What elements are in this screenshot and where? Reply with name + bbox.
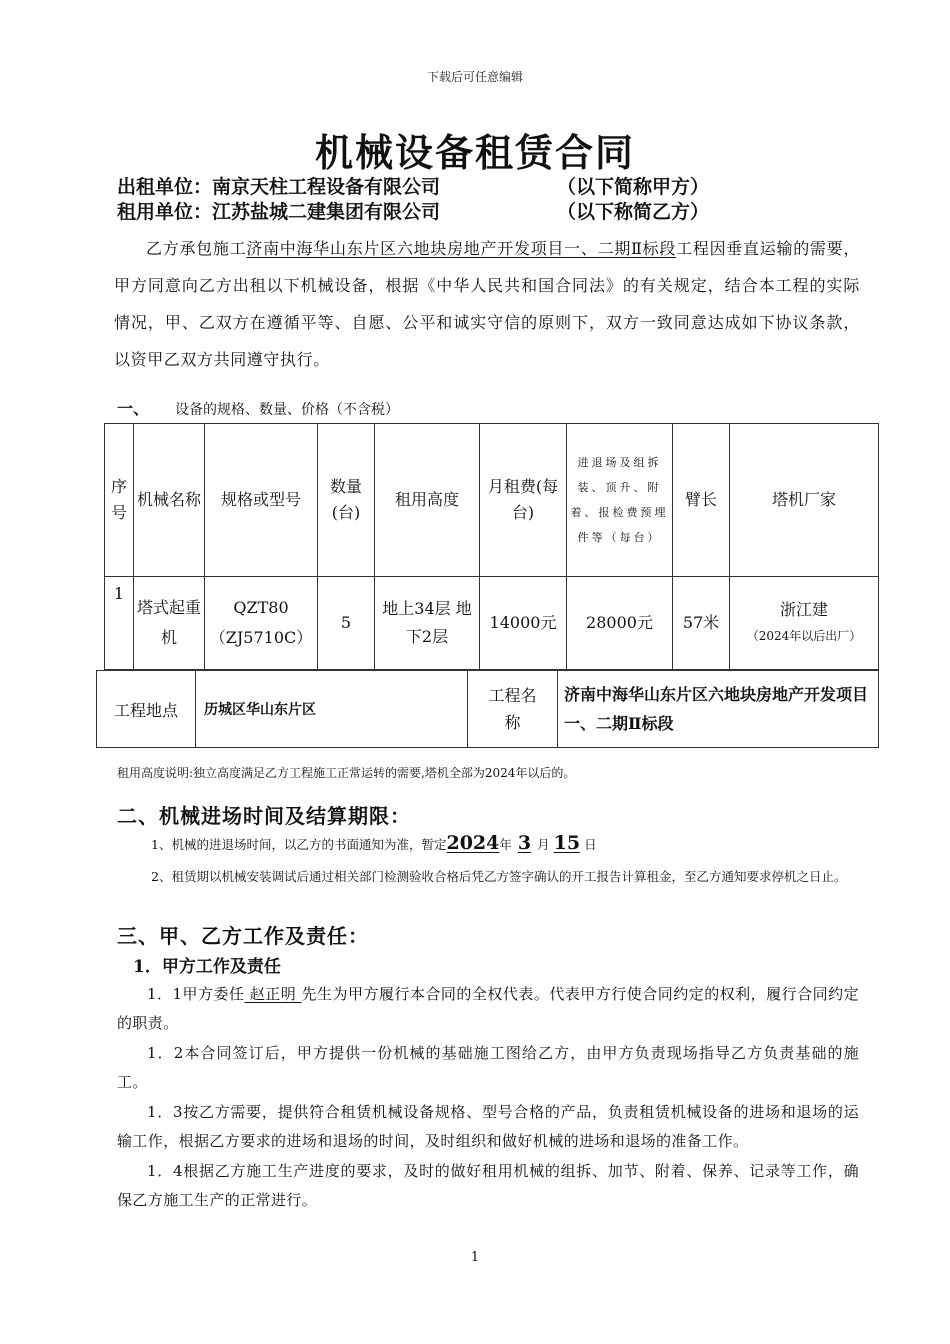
day-unit: 日 — [584, 837, 597, 852]
section2-item1 — [151, 832, 597, 854]
clause-1-2 — [117, 1039, 859, 1097]
header-monthly: 月租费(每台) — [480, 424, 567, 577]
clause-1-4-text: 1．4根据乙方施工生产进度的要求，及时的做好租用机械的组拆、加节、附着、保养、记录等工作，确保乙方施工生产的正常进行。 — [117, 1162, 859, 1209]
site-value: 历城区华山东片区 — [196, 671, 468, 748]
header-model: 规格或型号 — [205, 424, 318, 577]
section2-heading: 二、机械进场时间及结算期限： — [117, 804, 411, 828]
lessor-line — [117, 172, 710, 199]
header-no: 序号 — [105, 424, 134, 577]
document-title: 机械设备租赁合同 — [314, 130, 635, 175]
intro-paragraph — [114, 230, 860, 378]
cell-height: 地上34层 地下2层 — [375, 577, 480, 670]
intro-project: 济南中海华山东片区六地块房地产开发项目一、二期Ⅱ标段 — [246, 239, 677, 258]
item2-text: 2、租赁期以机械安装调试后通过相关部门检测验收合格后凭乙方签字确认的开工报告计算租金，至乙方通知要求停机之日止。 — [151, 869, 847, 884]
section1-title: 设备的规格、数量、价格（不含税） — [175, 402, 400, 418]
project-name-value: 济南中海华山东片区六地块房地产开发项目一、二期Ⅱ标段 — [558, 671, 879, 748]
lessee-name: 江苏盐城二建集团有限公司 — [212, 201, 441, 223]
cell-maker — [730, 577, 879, 670]
intro-before: 乙方承包施工 — [146, 239, 247, 258]
lessor-name: 南京天柱工程设备有限公司 — [212, 176, 441, 198]
project-name-label: 工程名称 — [468, 671, 558, 748]
start-month: 3 — [517, 832, 532, 854]
maker-note: （2024年以后出厂） — [746, 629, 862, 643]
lessor-label: 出租单位： — [117, 176, 213, 198]
intro-after: 工程因垂直运输的需要，甲方同意向乙方出租以下机械设备，根据《中华人民共和国合同法》的有关规定，结合本工程的实际情况，甲、乙双方在遵循平等、自愿、公平和诚实守信的原则下，双方一致同意达成如下协议条款，以资甲乙双方共同遵守执行。 — [114, 239, 860, 369]
site-table — [96, 670, 879, 748]
section2-item2 — [151, 862, 863, 891]
clause-1-2-text: 1．2本合同签订后，甲方提供一份机械的基础施工图给乙方，由甲方负责现场指导乙方负责基础的施工。 — [117, 1044, 859, 1091]
header-fee: 进退场及组拆装、顶升、附着、报检费预埋件等（每台） — [567, 424, 673, 577]
header-name: 机械名称 — [134, 424, 205, 577]
start-day: 15 — [553, 832, 581, 854]
section1-number: 一、 — [117, 399, 150, 418]
start-year: 2024 — [446, 832, 500, 854]
equipment-table — [104, 423, 879, 670]
item1-text: 1、机械的进退场时间，以乙方的书面通知为准，暂定 — [151, 837, 447, 852]
clause-1-1 — [117, 980, 859, 1038]
cell-qty: 5 — [318, 577, 375, 670]
header-height: 租用高度 — [375, 424, 480, 577]
page-number: 1 — [470, 1250, 480, 1265]
month-unit: 月 — [537, 837, 550, 852]
clause-1-1-after: 先生为甲方履行本合同的全权代表。代表甲方行使合同约定的权利，履行合同约定的职责。 — [117, 985, 859, 1032]
cell-model: QZT80（ZJ5710C） — [205, 577, 318, 670]
clause-1-4 — [117, 1157, 859, 1215]
representative-name: 赵正明 — [244, 985, 302, 1003]
cell-name: 塔式起重机 — [134, 577, 205, 670]
lessee-label: 租用单位： — [117, 201, 213, 223]
section3-heading: 三、甲、乙方工作及责任： — [117, 924, 369, 948]
cell-fee: 28000元 — [567, 577, 673, 670]
height-note: 租用高度说明:独立高度满足乙方工程施工正常运转的需要,塔机全部为2024年以后的。 — [117, 766, 576, 780]
clause-1-1-before: 1．1甲方委任 — [147, 985, 245, 1003]
lessor-note: （以下简称甲方） — [557, 176, 710, 198]
cell-arm: 57米 — [673, 577, 730, 670]
header-maker: 塔机厂家 — [730, 424, 879, 577]
maker-name: 浙江建 — [779, 600, 828, 619]
cell-no: 1 — [105, 577, 134, 670]
clause-1-3 — [117, 1098, 859, 1156]
section1-heading — [117, 396, 399, 419]
header-qty: 数量(台) — [318, 424, 375, 577]
header-note: 下载后可任意编辑 — [426, 70, 523, 84]
clause-1-3-text: 1．3按乙方需要，提供符合租赁机械设备规格、型号合格的产品，负责租赁机械设备的进场和退场的运输工作，根据乙方要求的进场和退场的时间，及时组织和做好机械的进场和退场的准备工作。 — [117, 1103, 859, 1150]
section3-sub1: 1．甲方工作及责任 — [133, 957, 281, 977]
year-unit: 年 — [499, 837, 512, 852]
header-arm: 臂长 — [673, 424, 730, 577]
site-label: 工程地点 — [97, 671, 196, 748]
cell-monthly: 14000元 — [480, 577, 567, 670]
lessee-line — [117, 197, 710, 224]
lessee-note: （以下称简乙方） — [557, 201, 710, 223]
